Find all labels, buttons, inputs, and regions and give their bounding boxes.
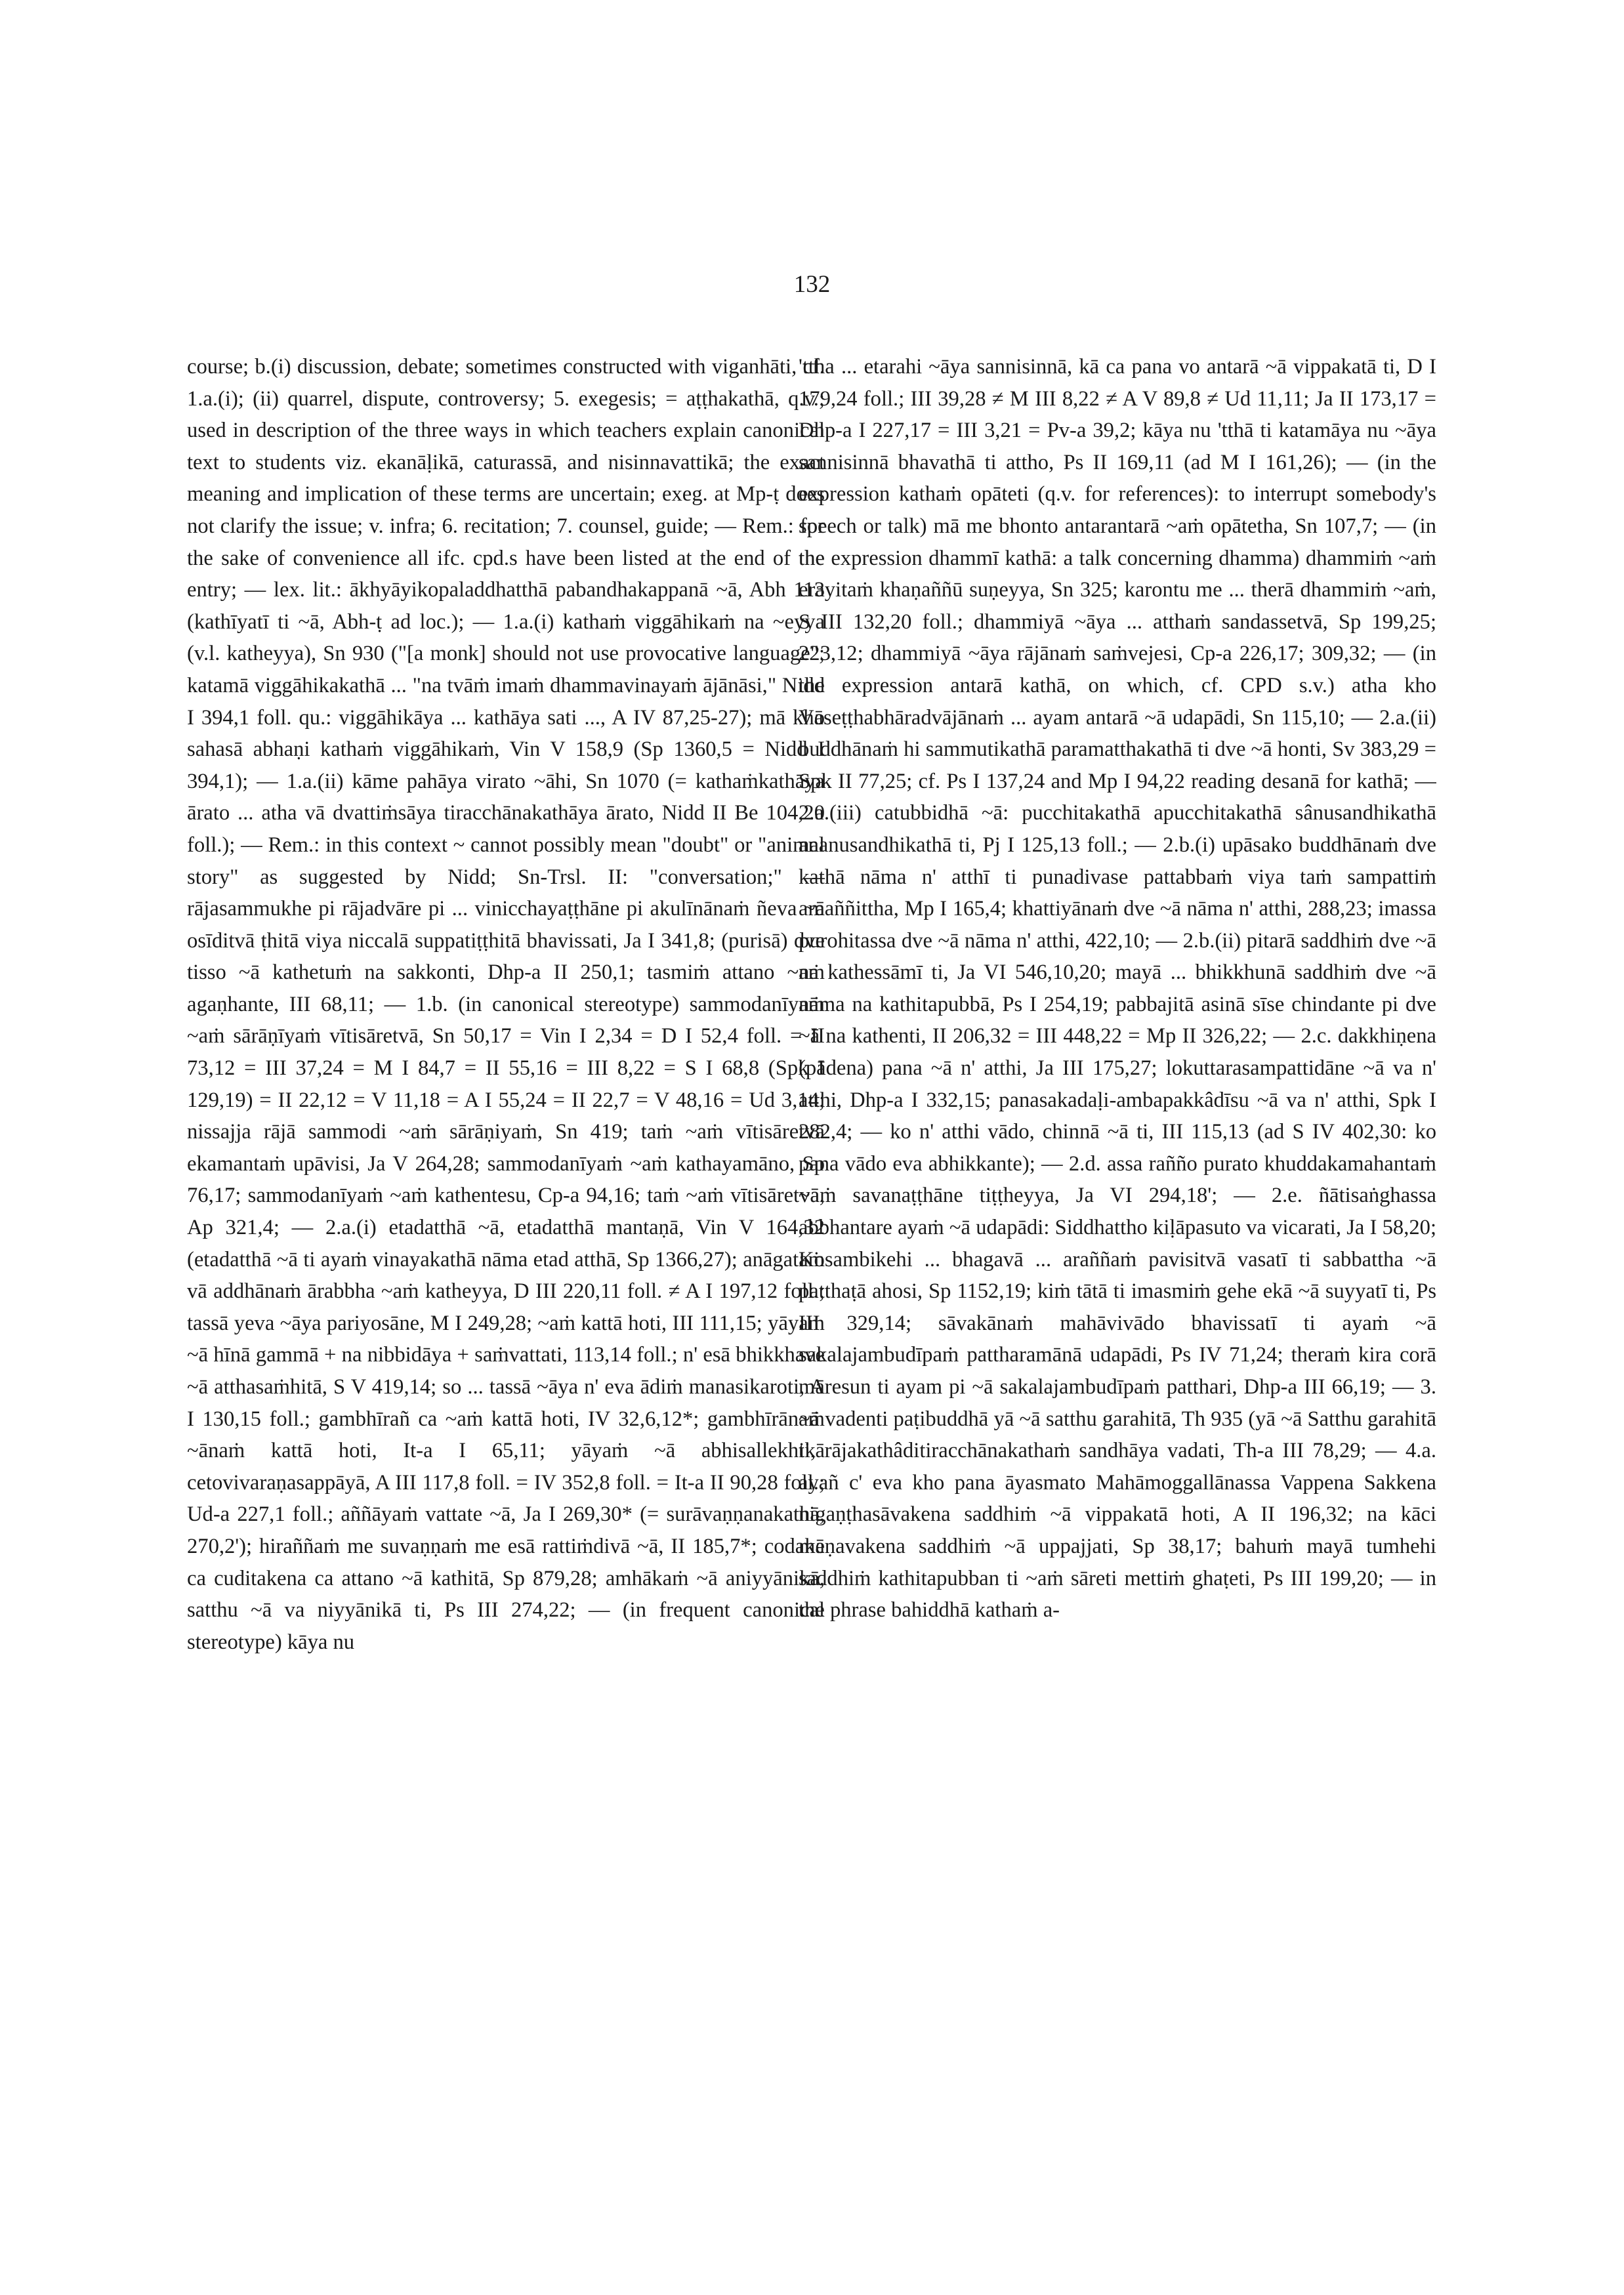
dictionary-column-left [187,351,825,2270]
entry-text-left: course; b.(i) discussion, debate; sometimes constructed with viganhāti, cf. 1.a.(i); (ii) quarrel, dispute, controversy; 5. exegesis; = aṭṭhakathā, q.v.; used in description of the three ways in which teachers explain canonical text to students viz. ekanāḷikā, caturassā, and nisinnavattikā; the exact meaning and implication of these terms are uncertain; exeg. at Mp-ṭ does not clarify the issue; v. infra; 6. recitation; 7. counsel, guide; — Rem.: for the sake of convenience all ifc. cpd.s have been listed at the end of the entry; — lex. lit.: ākhyāyikopaladdhatthā pabandhakappanā ~ā, Abh 113 (kathīyatī ti ~ā, Abh-ṭ ad loc.); — 1.a.(i) kathaṁ viggāhikaṁ na ~eyya (v.l. katheyya), Sn 930 ("[a monk] should not use provocative language"; katamā viggāhikakathā ... "na tvāṁ imaṁ dhammavinayaṁ ājānāsi," Nidd I 394,1 foll. qu.: viggāhikāya ... kathāya sati ..., A IV 87,25-27); mā kho sahasā abhaṇi kathaṁ viggāhikaṁ, Vin V 158,9 (Sp 1360,5 = Nidd I 394,1); — 1.a.(ii) kāme pahāya virato ~āhi, Sn 1070 (= kathaṁkathāya ārato ... atha vā dvattiṁsāya tiracchānakathāya ārato, Nidd II Be 104,20 foll.); — Rem.: in this context ~ cannot possibly mean "doubt" or "animal story" as suggested by Nidd; Sn-Trsl. II: "conversation;" — rājasammukhe pi rājadvāre pi ... vinicchayaṭṭhāne pi akulīnānaṁ ñeva ~ā osīditvā ṭhitā viya niccalā suppatiṭṭhitā bhavissati, Ja I 341,8; (purisā) dve tisso ~ā kathetuṁ na sakkonti, Dhp-a II 250,1; tasmiṁ attano ~aṁ agaṇhante, III 68,11; — 1.b. (in canonical stereotype) sammodanīyaṁ ~aṁ sārāṇīyaṁ vītisāretvā, Sn 50,17 = Vin I 2,34 = D I 52,4 foll. = II 73,12 = III 37,24 = M I 84,7 = II 55,16 = III 8,22 = S I 68,8 (Spk I 129,19) = II 22,12 = V 11,18 = A I 55,24 = II 22,7 = V 48,16 = Ud 3,14; nissajja rājā sammodi ~aṁ sārāṇiyaṁ, Sn 419; taṁ ~aṁ vītisāretvā ekamantaṁ upāvisi, Ja V 264,28; sammodanīyaṁ ~aṁ kathayamāno, Sp 76,17; sammodanīyaṁ ~aṁ kathentesu, Cp-a 94,16; taṁ ~aṁ vītisāretvā, Ap 321,4; — 2.a.(i) etadatthā ~ā, etadatthā mantaṇā, Vin V 164,32 (etadatthā ~ā ti ayaṁ vinayakathā nāma etad atthā, Sp 1366,27); anāgataṁ vā addhānaṁ ārabbha ~aṁ katheyya, D III 220,11 foll. ≠ A I 197,12 foll.; tassā yeva ~āya pariyosāne, M I 249,28; ~aṁ kattā hoti, III 111,15; yāyaṁ ~ā hīnā gammā + na nibbidāya + saṁvattati, 113,14 foll.; n' esā bhikkhave ~ā atthasaṁhitā, S V 419,14; so ... tassā ~āya n' eva ādiṁ manasikaroti, A I 130,15 foll.; gambhīrañ ca ~aṁ kattā hoti, IV 32,6,12*; gambhīrānaṁ ~ānaṁ kattā hoti, It-a I 65,11; yāyaṁ ~ā abhisallekhikā cetovivaraṇasappāyā, A III 117,8 foll. = IV 352,8 foll. = It-a II 90,28 foll.; Ud-a 227,1 foll.; aññāyaṁ vattate ~ā, Ja I 269,30* (= surāvaṇṇanakathā, 270,2'); hiraññaṁ me suvaṇṇaṁ me esā rattiṁdivā ~ā, II 185,7*; codake ca cuditakena ca attano ~ā kathitā, Sp 879,28; amhākaṁ ~ā aniyyānikā, satthu ~ā va niyyānikā ti, Ps III 274,22; — (in frequent canonical stereotype) kāya nu [187,355,825,1654]
page-number: 132 [793,271,831,298]
dictionary-column-right [799,351,1436,2270]
entry-text-right: 'ttha ... etarahi ~āya sannisinnā, kā ca pana vo antarā ~ā vippakatā ti, D I 179,24 foll.; III 39,28 ≠ M III 8,22 ≠ A V 89,8 ≠ Ud 11,11; Ja II 173,17 = Dhp-a I 227,17 = III 3,21 = Pv-a 39,2; kāya nu 'tthā ti katamāya nu ~āya sannisinnā bhavathā ti attho, Ps II 169,11 (ad M I 161,26); — (in the expression kathaṁ opāteti (q.v. for references): to interrupt somebody's speech or talk) mā me bhonto antarantarā ~aṁ opātetha, Sn 107,7; — (in the expression dhammī kathā: a talk concerning dhamma) dhammiṁ ~aṁ erayitaṁ khaṇaññū suṇeyya, Sn 325; karontu me ... therā dhammiṁ ~aṁ, S III 132,20 foll.; dhammiyā ~āya ... atthaṁ sandassetvā, Sp 199,25; 223,12; dhammiyā ~āya rājānaṁ saṁvejesi, Cp-a 226,17; 309,32; — (in the expression antarā kathā, on which, cf. CPD s.v.) atha kho Vāseṭṭhabhāradvājānaṁ ... ayam antarā ~ā udapādi, Sn 115,10; — 2.a.(ii) buddhānaṁ hi sammutikathā paramatthakathā ti dve ~ā honti, Sv 383,29 = Spk II 77,25; cf. Ps I 137,24 and Mp I 94,22 reading desanā for kathā; — 2.a.(iii) catubbidhā ~ā: pucchitakathā apucchitakathā sânusandhikathā ananusandhikathā ti, Pj I 125,13 foll.; — 2.b.(i) upāsako buddhānaṁ dve kathā nāma n' atthī ti punadivase pattabbaṁ viya taṁ sampattiṁ amaññittha, Mp I 165,4; khattiyānaṁ dve ~ā nāma n' atthi, 288,23; imassa purohitassa dve ~ā nāma n' atthi, 422,10; — 2.b.(ii) pitarā saddhiṁ dve ~ā na kathessāmī ti, Ja VI 546,10,20; mayā ... bhikkhunā saddhiṁ dve ~ā nāma na kathitapubbā, Ps I 254,19; pabbajitā asinā sīse chindante pi dve ~ā na kathenti, II 206,32 = III 448,22 = Mp II 326,22; — 2.c. dakkhiṇena (pādena) pana ~ā n' atthi, Ja III 175,27; lokuttarasampattidāne ~ā va n' atthi, Dhp-a I 332,15; panasakadaḷi-ambapakkâdīsu ~ā va n' atthi, Spk I 282,4; — ko n' atthi vādo, chinnā ~ā ti, III 115,13 (ad S IV 402,30: ko pana vādo eva abhikkante); — 2.d. assa rañño purato khuddakamahantaṁ ~aṁ savanaṭṭhāne tiṭṭheyya, Ja VI 294,18'; — 2.e. ñātisaṅghassa abbhantare ayaṁ ~ā udapādi: Siddhattho kiḷāpasuto va vicarati, Ja I 58,20; Kosambikehi ... bhagavā ... araññaṁ pavisitvā vasatī ti sabbattha ~ā patthaṭā ahosi, Sp 1152,19; kiṁ tātā ti imasmiṁ gehe ekā ~ā suyyatī ti, Ps III 329,14; sāvakānaṁ mahāvivādo bhavissatī ti ayaṁ ~ā sakalajambudīpaṁ pattharamānā udapādi, Ps IV 71,24; theraṁ kira corā māresun ti ayam pi ~ā sakalajambudīpaṁ patthari, Dhp-a III 66,19; — 3. ~ā vadenti paṭibuddhā yā ~ā satthu garahitā, Th 935 (yā ~ā Satthu garahitā ti, rājakathâditiracchānakathaṁ sandhāya vadati, Th-a III 78,29; — 4.a. ayañ c' eva kho pana āyasmato Mahāmoggallānassa Vappena Sakkena nigaṇṭhasāvakena saddhiṁ ~ā vippakatā hoti, A II 196,32; na kāci māṇavakena saddhiṁ ~ā uppajjati, Sp 38,17; bahuṁ mayā tumhehi saddhiṁ kathitapubban ti ~aṁ sāreti mettiṁ ghaṭeti, Ps III 199,20; — in the phrase bahiddhā kathaṁ a- [799,355,1436,1623]
